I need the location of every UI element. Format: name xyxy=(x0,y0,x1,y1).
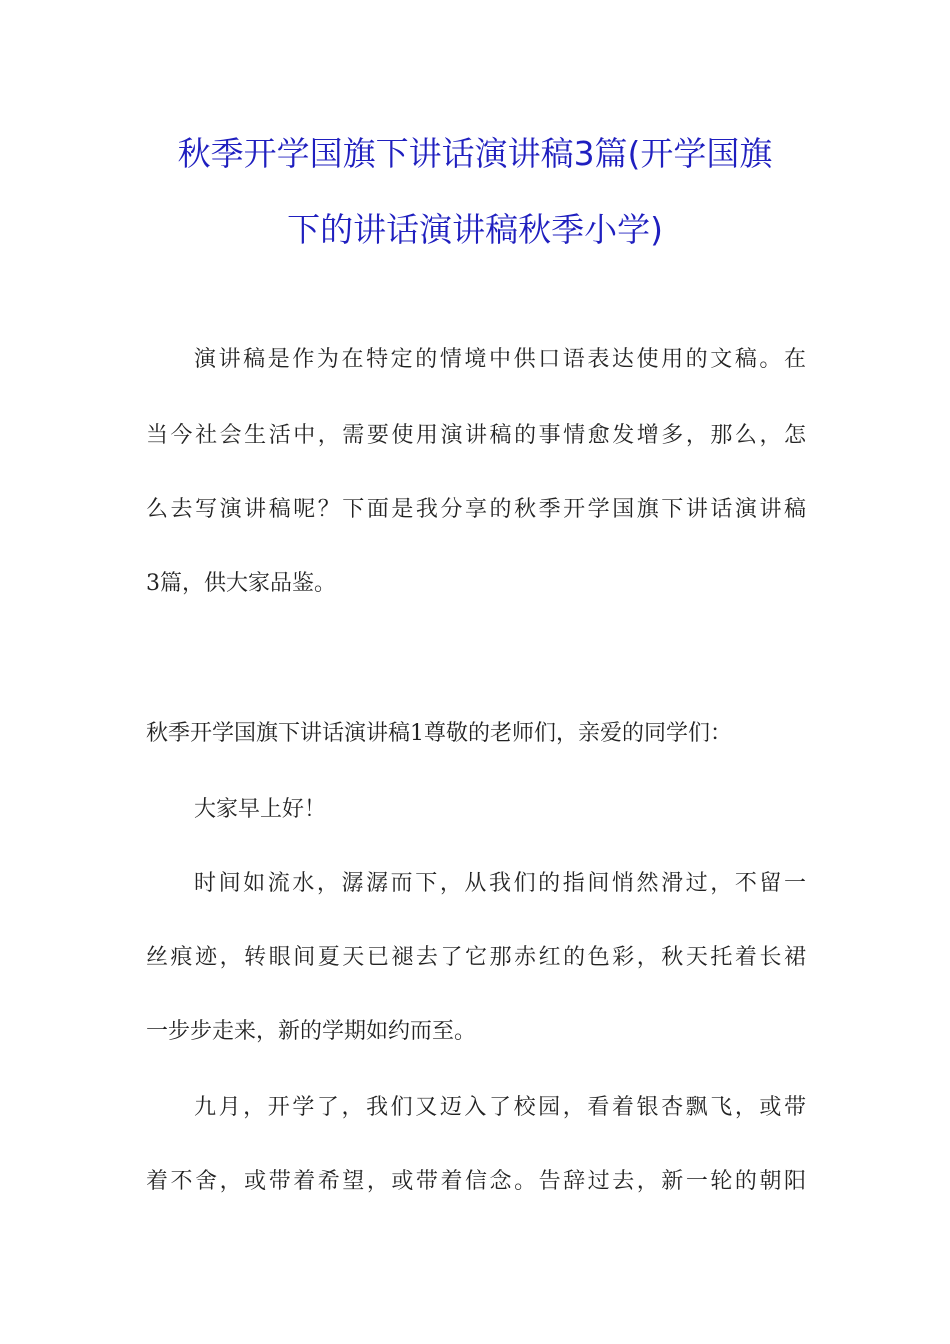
intro-line-4: 3篇，供大家品鉴。 xyxy=(146,571,336,596)
para1-line-2: 丝痕迹，转眼间夏天已褪去了它那赤红的色彩，秋天托着长裙 xyxy=(146,945,806,970)
section-heading: 秋季开学国旗下讲话演讲稿1尊敬的老师们，亲爱的同学们： xyxy=(146,721,732,746)
para1-line-3: 一步步走来，新的学期如约而至。 xyxy=(146,1019,477,1044)
document-title-line-1: 秋季开学国旗下讲话演讲稿3篇(开学国旗 xyxy=(177,134,773,173)
para2-line-2: 着不舍，或带着希望，或带着信念。告辞过去，新一轮的朝阳 xyxy=(146,1169,806,1194)
document-title-line-2: 下的讲话演讲稿秋季小学) xyxy=(287,210,663,249)
para1-line-1: 时间如流水，潺潺而下，从我们的指间悄然滑过，不留一 xyxy=(194,871,806,896)
greeting: 大家早上好！ xyxy=(194,797,327,822)
para2-line-1: 九月，开学了，我们又迈入了校园，看着银杏飘飞，或带 xyxy=(194,1095,806,1120)
intro-line-1: 演讲稿是作为在特定的情境中供口语表达使用的文稿。在 xyxy=(194,347,806,372)
intro-line-3: 么去写演讲稿呢？下面是我分享的秋季开学国旗下讲话演讲稿 xyxy=(146,497,806,522)
intro-line-2: 当今社会生活中，需要使用演讲稿的事情愈发增多，那么，怎 xyxy=(146,423,806,448)
